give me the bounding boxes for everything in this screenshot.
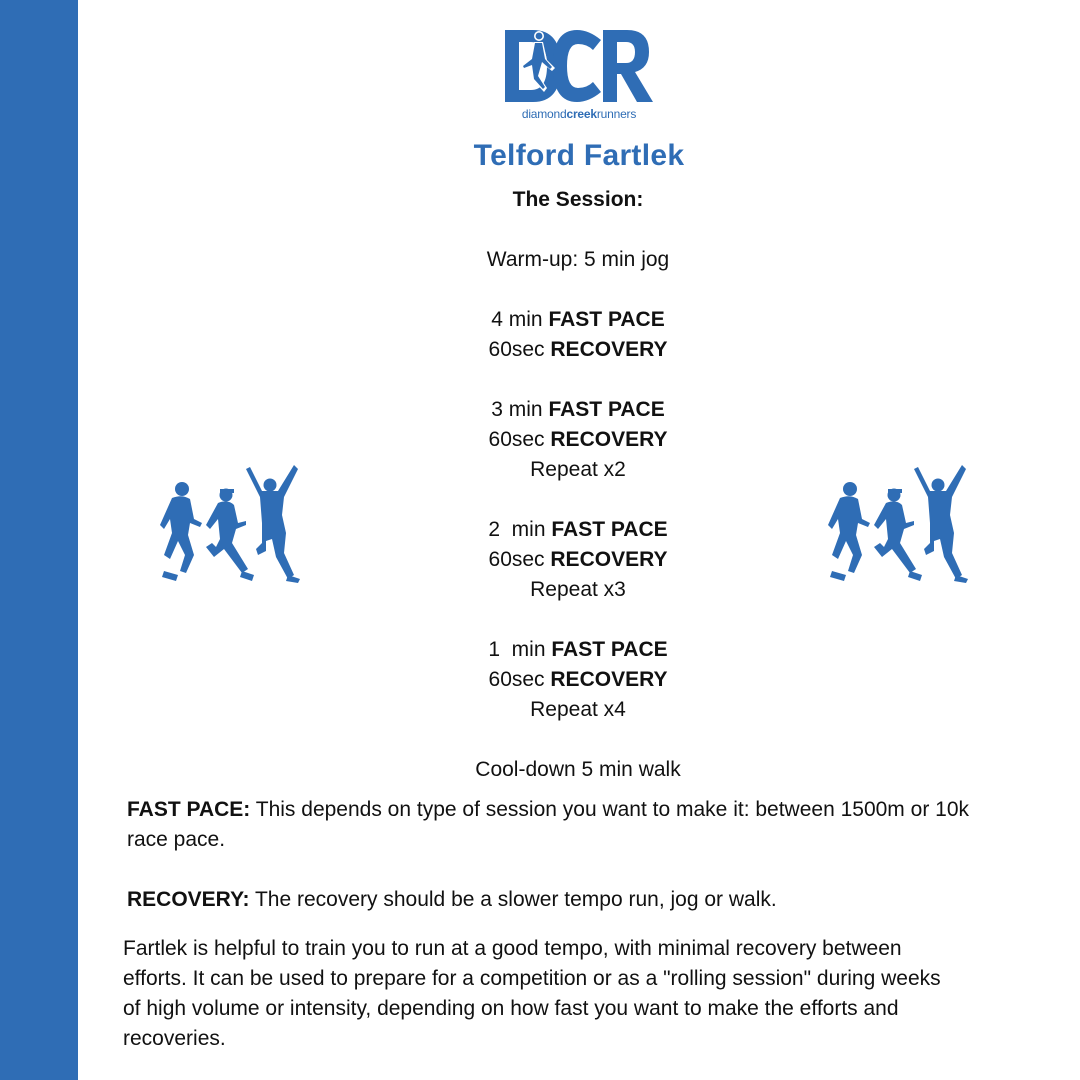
repeat-line: Repeat x3 xyxy=(530,578,626,601)
logo-caption: diamondcreekrunners xyxy=(521,107,637,121)
recovery-line: 60sec RECOVERY xyxy=(488,428,668,451)
fartlek-description: Fartlek is helpful to train you to run at a good tempo, with minimal recovery between efforts. It can be used to prepare for a competition or as a "rolling session" during weeks of high volume or intensity, depending on how fast you want to make the efforts and recoveries. xyxy=(123,937,941,1050)
repeat-line: Repeat x4 xyxy=(530,698,626,721)
repeat-line: Repeat x2 xyxy=(530,458,626,481)
recovery-line: 60sec RECOVERY xyxy=(488,338,668,361)
fast-pace-line: 4 min FAST PACE xyxy=(491,308,665,331)
session-heading: The Session: xyxy=(512,188,644,211)
recovery-line: 60sec RECOVERY xyxy=(488,668,668,691)
fast-pace-line: 1 min FAST PACE xyxy=(488,638,668,661)
recovery-line: 60sec RECOVERY xyxy=(488,548,668,571)
recovery-definition: RECOVERY: The recovery should be a slower tempo run, jog or walk. xyxy=(127,888,777,911)
warmup-line: Warm-up: 5 min jog xyxy=(486,248,670,271)
fast-pace-line: 2 min FAST PACE xyxy=(488,518,668,541)
fast-pace-line: 3 min FAST PACE xyxy=(491,398,665,421)
runners-group-icon xyxy=(158,463,303,585)
page-title: Telford Fartlek xyxy=(473,139,685,172)
fast-pace-definition: FAST PACE: This depends on type of session you want to make it: between 1500m or 10k race pace. xyxy=(127,798,970,851)
side-bar xyxy=(0,0,78,1080)
cooldown-line: Cool-down 5 min walk xyxy=(475,758,681,781)
runners-group-icon xyxy=(826,463,971,585)
